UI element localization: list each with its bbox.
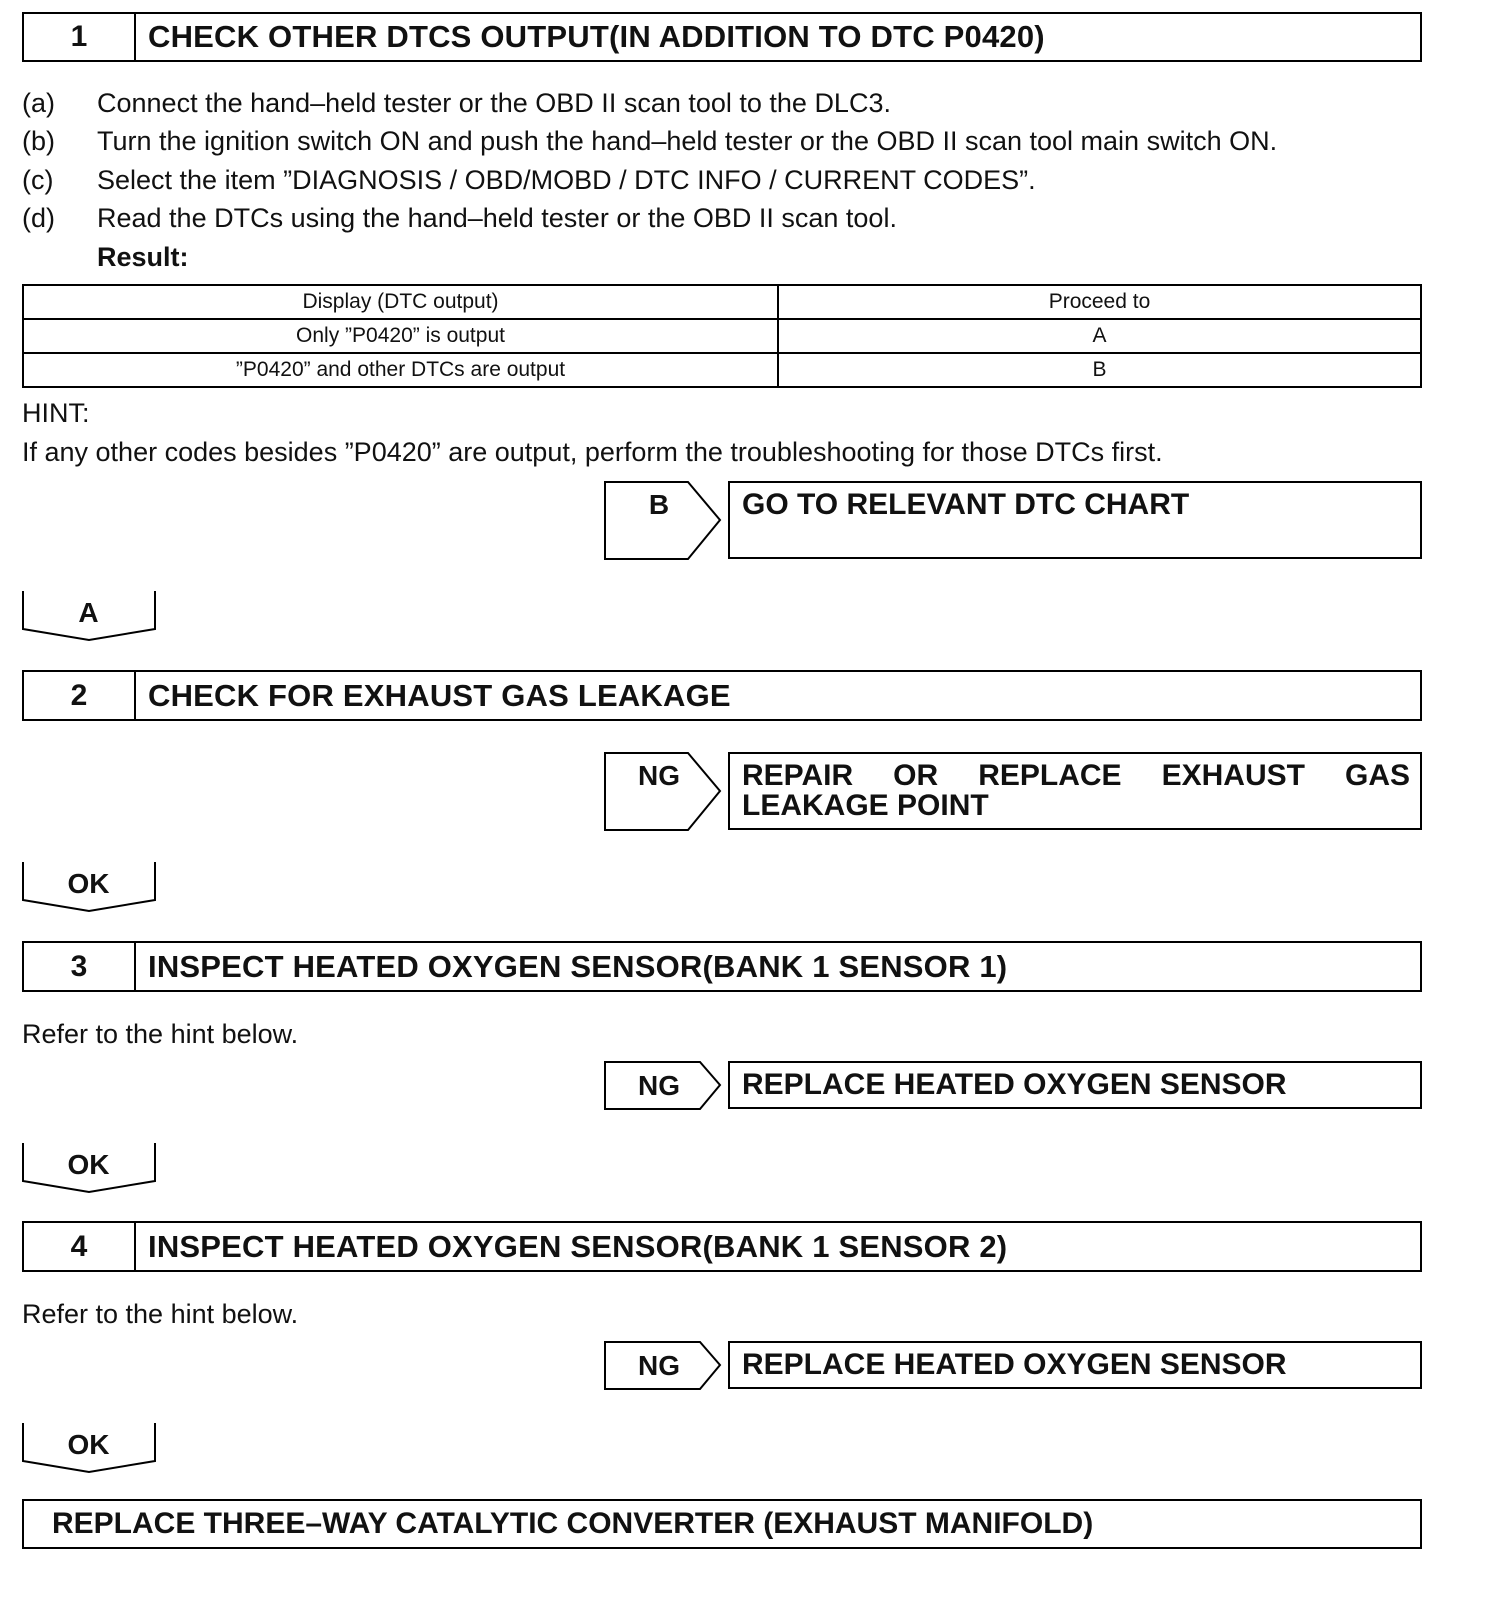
branch-code: NG [638,1350,680,1381]
step-note: Refer to the hint below. [22,1019,299,1049]
item-text: Turn the ignition switch ON and push the hand–held tester or the OBD II scan tool main switch ON. [97,126,1278,156]
continue-label: OK [67,1149,110,1180]
continue-label: A [78,597,99,628]
step-title: CHECK FOR EXHAUST GAS LEAKAGE [148,677,731,713]
table-header: Proceed to [778,285,1421,319]
branch-action: GO TO RELEVANT DTC CHART [728,481,1422,559]
branch-code: NG [638,760,680,791]
step-1-header [22,12,1422,62]
table-header-row [23,285,1421,319]
table-cell: ”P0420” and other DTCs are output [23,353,778,387]
step-number: 2 [24,672,136,719]
branch-ng [604,1061,1424,1111]
table-row [23,319,1421,353]
table-cell: A [778,319,1421,353]
continue-label: OK [67,868,110,899]
continue-tag-a [22,590,157,642]
item-label: (d) [22,203,55,233]
continue-label: OK [67,1429,110,1460]
item-label: (c) [22,165,54,195]
continue-tag-ok [22,1422,157,1474]
final-action: REPLACE THREE–WAY CATALYTIC CONVERTER (EXHAUST MANIFOLD) [22,1499,1422,1549]
item-text: Select the item ”DIAGNOSIS / OBD/MOBD / DTC INFO / CURRENT CODES”. [97,165,1036,195]
item-label: (a) [22,88,55,118]
table-cell: Only ”P0420” is output [23,319,778,353]
step-2-header [22,670,1422,721]
step-number: 3 [24,943,136,990]
table-row [23,353,1421,387]
step-title: INSPECT HEATED OXYGEN SENSOR(BANK 1 SENSOR 1) [148,948,1008,984]
step-number: 4 [24,1223,136,1270]
branch-action: REPLACE HEATED OXYGEN SENSOR [728,1061,1422,1109]
branch-action: REPLACE HEATED OXYGEN SENSOR [728,1341,1422,1389]
branch-action-line: LEAKAGE POINT [742,789,989,822]
item-text: Connect the hand–held tester or the OBD II scan tool to the DLC3. [97,88,891,118]
step-title: CHECK OTHER DTCS OUTPUT(IN ADDITION TO DTC P0420) [148,19,1045,54]
branch-action-line: REPAIR OR REPLACE EXHAUST GAS [742,759,1410,792]
step-number: 1 [24,14,136,60]
result-table [22,284,1422,388]
step-4-header [22,1221,1422,1272]
continue-tag-ok [22,1142,157,1194]
item-label: (b) [22,126,55,156]
branch-code: NG [638,1070,680,1101]
table-header: Display (DTC output) [23,285,778,319]
branch-b [604,481,1424,561]
step-note: Refer to the hint below. [22,1299,299,1329]
step-title: INSPECT HEATED OXYGEN SENSOR(BANK 1 SENSOR 2) [148,1228,1008,1264]
table-cell: B [778,353,1421,387]
branch-action [728,752,1422,830]
item-text: Read the DTCs using the hand–held tester or the OBD II scan tool. [97,203,897,233]
continue-tag-ok [22,861,157,913]
hint-label: HINT: [22,398,90,428]
result-label: Result: [97,242,189,272]
branch-code: B [648,489,670,520]
hint-text: If any other codes besides ”P0420” are output, perform the troubleshooting for those DTCs first. [22,437,1163,467]
step-3-header [22,941,1422,992]
branch-ng [604,1341,1424,1391]
branch-ng [604,752,1424,832]
